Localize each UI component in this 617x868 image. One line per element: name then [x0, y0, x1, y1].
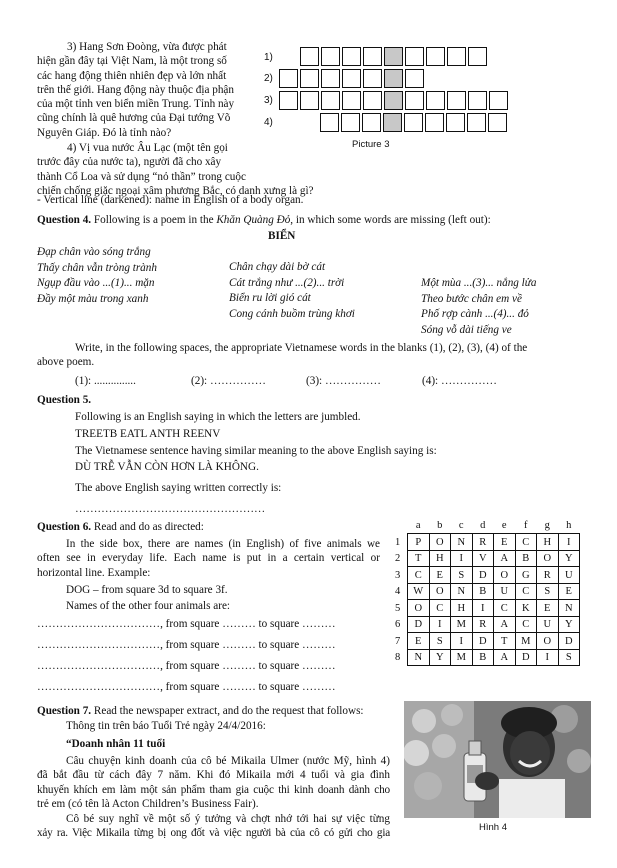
grid-row [395, 567, 580, 584]
grid-cell[interactable]: C [494, 600, 516, 617]
q6-line: horizontal line. Example: [37, 566, 151, 579]
grid-cell[interactable]: I [558, 534, 580, 551]
q7-source-line: Thông tin trên báo Tuổi Trẻ ngày 24/4/2016: [66, 720, 266, 732]
q5-answer-line[interactable]: …………………………………………… [75, 503, 266, 515]
crossword-cell[interactable] [320, 113, 339, 132]
grid-cell[interactable]: I [451, 550, 473, 567]
q6-title: Read and do as directed: [93, 521, 204, 533]
poem-line: Đầy một màu trong xanh [37, 292, 149, 305]
crossword-cell[interactable] [405, 91, 424, 110]
crossword-cell[interactable] [363, 47, 382, 66]
grid-cell[interactable]: E [494, 534, 516, 551]
q6-body [37, 537, 380, 580]
grid-cell[interactable]: I [537, 649, 559, 666]
crossword-cell[interactable] [300, 69, 319, 88]
crossword-cell[interactable] [405, 69, 424, 88]
q5-label: Question 5. [37, 394, 92, 406]
crossword-label: 1) [264, 52, 273, 63]
grid-cell[interactable]: E [558, 583, 580, 600]
grid-column-label: c [458, 520, 464, 531]
q6-line: often see in everyday life. Each name is put in a certain vertical or [37, 552, 380, 565]
grid-cell[interactable]: B [472, 649, 494, 666]
grid-cell[interactable]: G [515, 567, 537, 584]
grid-column-label: h [566, 520, 572, 531]
grid-cell[interactable]: U [537, 616, 559, 633]
q6-answer-line[interactable]: ……………………………, from square ……… to square ……… [37, 660, 336, 672]
q6-line: In the side box, there are names (in English) of five animals we [66, 538, 380, 550]
grid-cell[interactable]: W [408, 583, 430, 600]
grid-row-label: 2 [395, 553, 401, 565]
poem-line: Thấy chân vẫn tròng trành [37, 261, 157, 274]
crossword-cell[interactable] [468, 91, 487, 110]
grid-cell[interactable]: M [515, 633, 537, 650]
grid-row [395, 649, 580, 666]
q7-para-line: khuyến khích em làm một sản phẩm tham gia cuộc thi kinh doanh dành cho [37, 783, 390, 796]
crossword-cell[interactable] [404, 113, 423, 132]
crossword-cell-vertical[interactable] [384, 91, 403, 110]
crossword-cell[interactable] [425, 113, 444, 132]
q7-para-line: Cô bé suy nghĩ về một số ý tưởng và chợt nhớ tới hai sự việc từng [66, 813, 390, 825]
grid-column-label: a [415, 520, 421, 531]
q4-source: Khăn Quàng Đỏ [216, 214, 291, 226]
crossword-cell[interactable] [279, 69, 298, 88]
grid-cell[interactable]: N [408, 649, 430, 666]
q4-text2: , in which some words are missing (left out): [290, 214, 491, 226]
poem-column-3 [421, 276, 536, 338]
crossword-cell[interactable] [341, 113, 360, 132]
q7-para-2 [37, 812, 390, 841]
grid-row-label: 8 [395, 652, 401, 664]
crossword-cell[interactable] [342, 47, 361, 66]
crossword-cell[interactable] [363, 91, 382, 110]
crossword [262, 46, 522, 136]
grid-cell[interactable]: E [408, 633, 430, 650]
grid-corner [395, 519, 408, 534]
grid-row-label: 6 [395, 619, 401, 631]
crossword-cell-vertical[interactable] [384, 47, 403, 66]
poem-line: Cát trắng như ...(2)... trời [229, 276, 345, 289]
q3-item3-line: của một tỉnh ven biển miền Trung. Tỉnh này [37, 98, 235, 111]
poem-line: Ngụp đầu vào ...(1)... mặn [37, 277, 155, 290]
grid-cell[interactable]: I [451, 633, 473, 650]
poem-title: BIỂN [268, 230, 296, 242]
grid-cell[interactable]: M [451, 649, 473, 666]
q3-item3-line: Nguyên Giáp. Đó là tỉnh nào? [37, 126, 172, 139]
crossword-cell[interactable] [342, 69, 361, 88]
crossword-cell[interactable] [405, 47, 424, 66]
poem-line: Phố rợp cành ...(4)... đỏ [421, 308, 529, 321]
grid-row [395, 633, 580, 650]
poem-line: Theo bước chân em về [421, 292, 522, 305]
grid-cell[interactable]: Y [429, 649, 451, 666]
q3-item3-line: cũng chính là quê hương của Đại tướng Võ [37, 112, 231, 125]
grid-cell[interactable]: A [494, 616, 516, 633]
grid-cell[interactable]: C [515, 534, 537, 551]
crossword-cell[interactable] [426, 47, 445, 66]
q7-para-line: Câu chuyện kinh doanh của cô bé Mikaila Ulmer (nước Mỹ, hình 4) [66, 755, 390, 767]
grid-column-label: b [437, 520, 443, 531]
q6-answer-line[interactable]: ……………………………, from square ……… to square ……… [37, 618, 336, 630]
grid-row [395, 600, 580, 617]
crossword-cell[interactable] [446, 113, 465, 132]
grid-cell[interactable]: A [494, 550, 516, 567]
grid-row-label: 3 [395, 569, 401, 581]
q4-instruction-2: above poem. [37, 356, 95, 368]
poem-line: Cong cánh buồm trùng khơi [229, 307, 355, 320]
crossword-cell[interactable] [321, 69, 340, 88]
photo-caption: Hình 4 [479, 822, 507, 833]
grid-cell[interactable]: V [472, 550, 494, 567]
grid-cell[interactable]: T [494, 633, 516, 650]
grid-cell[interactable]: H [537, 534, 559, 551]
grid-cell[interactable]: C [429, 600, 451, 617]
q5-line2: The Vietnamese sentence having similar meaning to the above English saying is: [75, 445, 437, 457]
grid-column-label: f [524, 520, 528, 531]
q6-prompt: Names of the other four animals are: [66, 600, 231, 612]
q7-para-line: trẻ em (có tên là Acton Children’s Business Fair). [37, 797, 259, 810]
q4-heading [37, 213, 491, 227]
grid-cell[interactable]: D [472, 633, 494, 650]
q4-blank-4[interactable]: (4): …………… [422, 375, 497, 387]
grid-cell[interactable]: D [558, 633, 580, 650]
grid-cell[interactable]: A [494, 649, 516, 666]
q3-item3-line: trên thế giới. Hang động này thuộc địa phận [37, 83, 234, 96]
grid-cell[interactable]: D [408, 616, 430, 633]
grid-column-label: e [501, 520, 507, 531]
q3-item4 [37, 141, 337, 198]
grid-cell[interactable]: B [472, 583, 494, 600]
q7-label: Question 7. [37, 705, 92, 717]
grid-cell[interactable]: O [494, 567, 516, 584]
poem-line: Một mùa ...(3)... nắng lửa [421, 277, 537, 289]
crossword-label: 2) [264, 73, 273, 84]
grid-cell[interactable]: I [472, 600, 494, 617]
crossword-label: 4) [264, 117, 273, 128]
q7-heading [37, 704, 364, 718]
crossword-cell[interactable] [426, 91, 445, 110]
grid-cell[interactable]: T [408, 550, 430, 567]
crossword-cell-vertical[interactable] [383, 113, 402, 132]
grid-cell[interactable]: N [558, 600, 580, 617]
q4-blank-3[interactable]: (3): …………… [306, 375, 381, 387]
grid-cell[interactable]: R [537, 567, 559, 584]
q5-line1: Following is an English saying in which the letters are jumbled. [75, 411, 361, 423]
poem-line: Đạp chân vào sóng trắng [37, 246, 151, 258]
poem-line: Biển ru lời gió cát [229, 292, 311, 305]
grid-cell[interactable]: O [429, 583, 451, 600]
crossword-cell[interactable] [279, 91, 298, 110]
q3-item3-line: 3) Hang Sơn Đoòng, vừa được phát [67, 41, 227, 53]
q4-instruction-1: Write, in the following spaces, the appropriate Vietnamese words in the blanks (1), (2), (3), (4) of the [75, 342, 528, 354]
grid-cell[interactable]: Y [558, 550, 580, 567]
q6-answer-line[interactable]: ……………………………, from square ……… to square ……… [37, 639, 336, 651]
grid-cell[interactable]: K [515, 600, 537, 617]
q7-title: Read the newspaper extract, and do the request that follows: [93, 705, 364, 717]
crossword-cell[interactable] [321, 47, 340, 66]
grid-cell[interactable]: C [515, 616, 537, 633]
q6-heading [37, 520, 204, 534]
crossword-cell[interactable] [300, 91, 319, 110]
crossword-cell[interactable] [447, 91, 466, 110]
q3-item4-line: chiến chống giặc ngoại xâm phương Bắc, có danh xưng là gì? [37, 184, 314, 197]
crossword-cell[interactable] [342, 91, 361, 110]
crossword-cell[interactable] [467, 113, 486, 132]
grid-row [395, 550, 580, 567]
grid-row-label: 5 [395, 602, 401, 614]
grid-cell[interactable]: E [537, 600, 559, 617]
grid-cell[interactable]: O [537, 633, 559, 650]
grid-cell[interactable]: N [451, 534, 473, 551]
picture-3-caption: Picture 3 [352, 139, 390, 150]
grid-cell[interactable]: H [451, 600, 473, 617]
q5-line3: The above English saying written correctly is: [75, 482, 282, 494]
crossword-cell[interactable] [488, 113, 507, 132]
vertical-line-note: - Vertical line (darkened): name in English of a body organ. [37, 194, 304, 206]
grid-cell[interactable]: I [429, 616, 451, 633]
q3-item4-line: trước đây của nước ta), người đã cho xây [37, 156, 222, 169]
grid-cell[interactable]: S [537, 583, 559, 600]
photo-illustration [404, 701, 591, 818]
q5-vietnamese: DÙ TRỄ VẪN CÒN HƠN LÀ KHÔNG. [75, 461, 259, 473]
crossword-cell[interactable] [447, 47, 466, 66]
grid-row-label: 4 [395, 586, 401, 598]
q7-headline: “Doanh nhân 11 tuổi [66, 738, 166, 750]
grid-cell[interactable]: B [515, 550, 537, 567]
grid-column-label: g [544, 520, 550, 531]
poem-column-1 [37, 245, 157, 307]
grid-cell[interactable]: O [408, 600, 430, 617]
grid-row [395, 583, 580, 600]
grid-cell[interactable]: R [472, 616, 494, 633]
grid-cell[interactable]: U [494, 583, 516, 600]
grid-cell[interactable]: D [515, 649, 537, 666]
grid-cell[interactable]: R [472, 534, 494, 551]
grid-cell[interactable]: C [515, 583, 537, 600]
photo-girl-with-lemonade [404, 701, 591, 818]
crossword-label: 3) [264, 95, 273, 106]
q3-item4-line: 4) Vị vua nước Âu Lạc (một tên gọi [67, 142, 228, 154]
crossword-cell-vertical[interactable] [384, 69, 403, 88]
grid-cell[interactable]: O [537, 550, 559, 567]
grid-row [395, 534, 580, 551]
grid-row [395, 616, 580, 633]
grid-cell[interactable]: U [558, 567, 580, 584]
q7-para-line: xảy ra. Việc Mikaila từng bị ong đốt và việc người bà của cô có gửi cho gia [37, 827, 390, 840]
grid-cell[interactable]: P [408, 534, 430, 551]
grid-column-label: d [480, 520, 486, 531]
grid-cell[interactable]: S [558, 649, 580, 666]
q7-para-1 [37, 754, 390, 811]
q3-item3 [37, 40, 267, 140]
q3-item3-line: hiện gần đây tại Việt Nam, là một trong số [37, 55, 227, 68]
grid-cell[interactable]: S [451, 567, 473, 584]
q6-label: Question 6. [37, 521, 92, 533]
crossword-cell[interactable] [363, 69, 382, 88]
q4-text: Following is a poem in the [93, 214, 214, 226]
crossword-cell[interactable] [362, 113, 381, 132]
q6-example: DOG – from square 3d to square 3f. [66, 584, 228, 596]
q3-item4-line: thành Cổ Loa và sử dụng “nỏ thần” trong cuộc [37, 170, 246, 183]
grid-cell[interactable]: H [429, 550, 451, 567]
grid-cell[interactable]: E [429, 567, 451, 584]
grid-cell[interactable]: N [451, 583, 473, 600]
q4-label: Question 4. [37, 214, 92, 226]
crossword-cell[interactable] [489, 91, 508, 110]
grid-column-headers [395, 519, 580, 534]
crossword-cell[interactable] [300, 47, 319, 66]
grid-body [395, 534, 580, 666]
grid-cell[interactable]: Y [558, 616, 580, 633]
poem-column-2 [229, 260, 355, 322]
poem-line: Chân chạy dài bờ cát [229, 261, 326, 273]
letter-grid [395, 519, 580, 666]
q3-item3-line: các hang động thiên nhiên đẹp và lớn nhất [37, 69, 227, 82]
q4-blank-1[interactable]: (1): ............... [75, 375, 136, 387]
crossword-cell[interactable] [321, 91, 340, 110]
q7-para-line: đã bắt đầu từ cách đây 7 năm. Khi đó Mikaila mới 4 tuổi và gia đình [37, 769, 390, 782]
grid-row-label: 7 [395, 635, 401, 647]
q6-answer-line[interactable]: ……………………………, from square ……… to square ……… [37, 681, 336, 693]
q4-blank-2[interactable]: (2): …………… [191, 375, 266, 387]
crossword-cell[interactable] [468, 47, 487, 66]
q5-jumbled: TREETB EATL ANTH REENV [75, 428, 221, 440]
grid-cell[interactable]: O [429, 534, 451, 551]
grid-cell[interactable]: C [408, 567, 430, 584]
grid-cell[interactable]: D [472, 567, 494, 584]
grid-row-label: 1 [395, 536, 401, 548]
grid-cell[interactable]: M [451, 616, 473, 633]
grid-cell[interactable]: S [429, 633, 451, 650]
poem-line: Sóng vỗ dài tiếng ve [421, 323, 512, 336]
